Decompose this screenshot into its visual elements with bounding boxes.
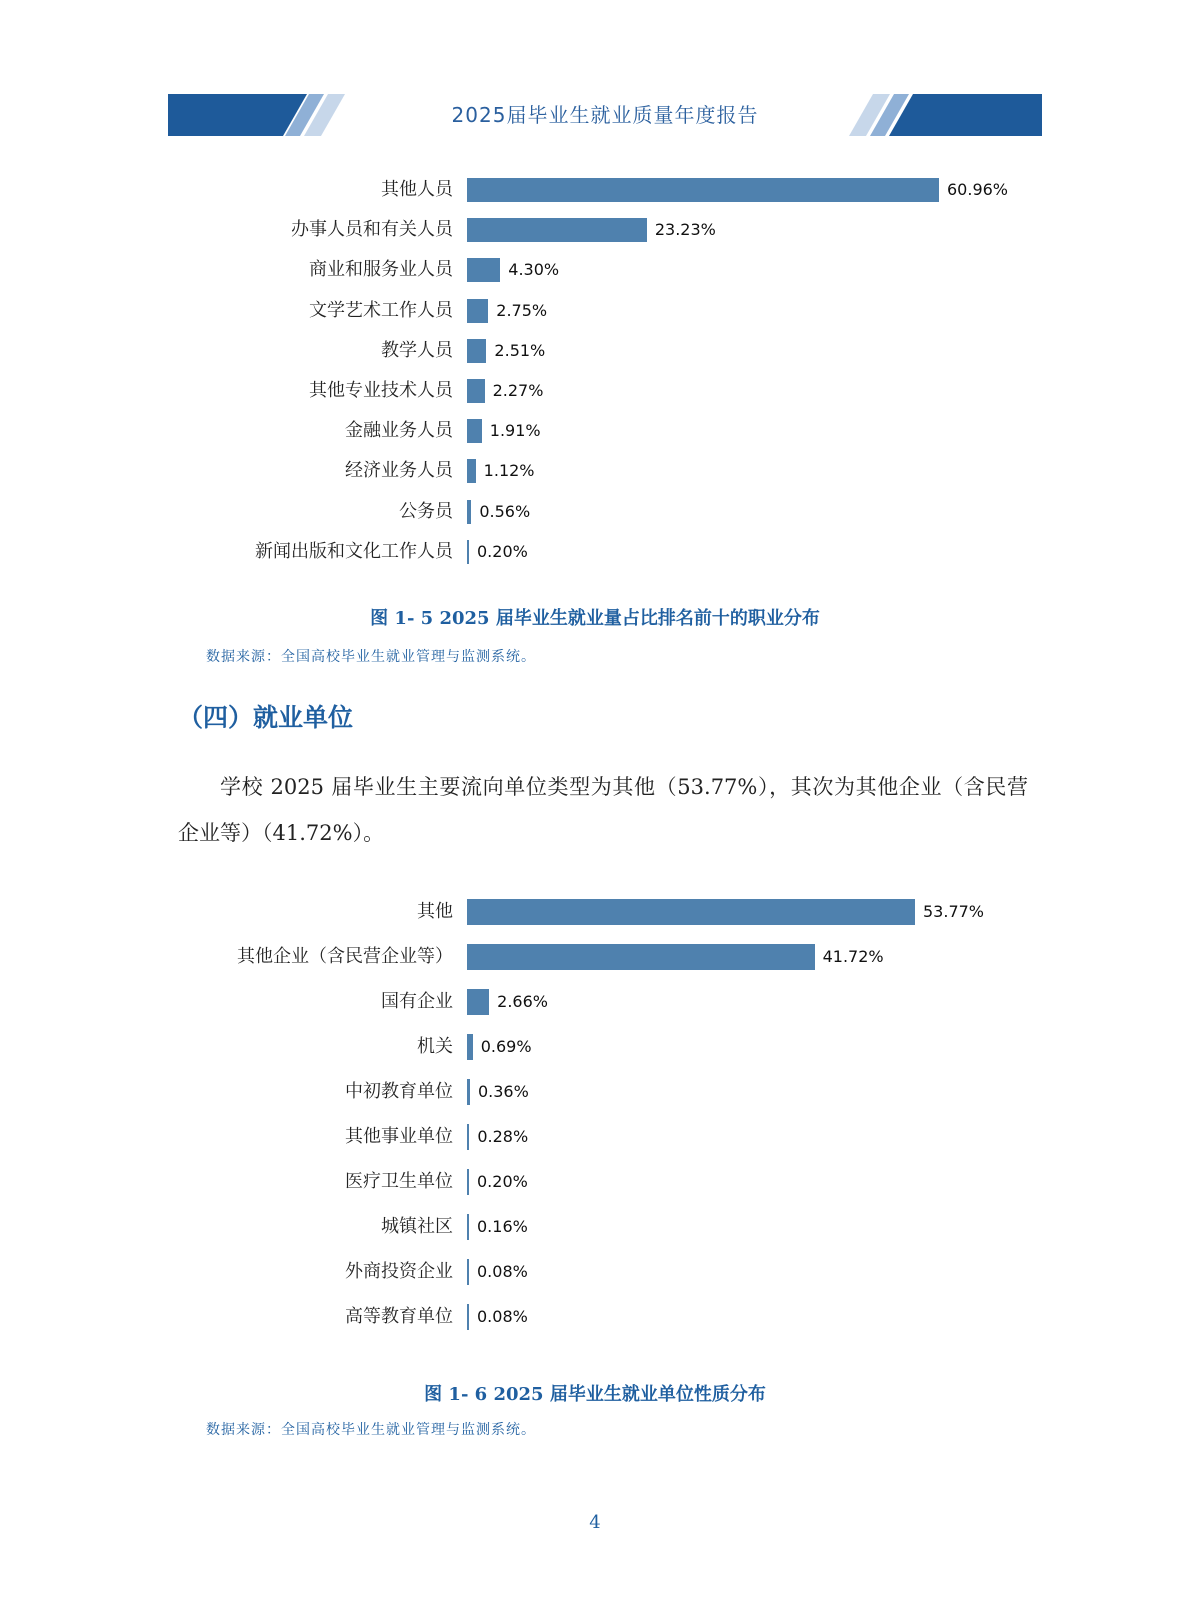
bar bbox=[467, 1034, 473, 1060]
value-label: 1.12% bbox=[483, 461, 535, 481]
bar bbox=[467, 899, 915, 925]
chart-row bbox=[0, 1257, 1190, 1287]
bar bbox=[467, 1214, 469, 1240]
value-label: 0.08% bbox=[477, 1262, 528, 1281]
value-label: 41.72% bbox=[822, 947, 884, 966]
category-label: 机关 bbox=[417, 1036, 453, 1057]
category-label: 商业和服务业人员 bbox=[309, 259, 453, 281]
category-label: 其他专业技术人员 bbox=[309, 380, 453, 401]
bar bbox=[467, 1259, 469, 1285]
category-label: 办事人员和有关人员 bbox=[291, 219, 453, 241]
chart-row bbox=[0, 336, 1190, 366]
figure-1-5-caption: 图 1- 5 2025 届毕业生就业量占比排名前十的职业分布 bbox=[370, 608, 820, 629]
bar bbox=[467, 459, 476, 483]
chart-row bbox=[0, 987, 1190, 1017]
bar bbox=[467, 178, 939, 202]
bar bbox=[467, 1124, 469, 1150]
value-label: 60.96% bbox=[947, 180, 1009, 199]
value-label: 4.30% bbox=[508, 260, 560, 280]
value-label: 0.20% bbox=[477, 1172, 528, 1191]
bar bbox=[467, 258, 500, 282]
value-label: 0.69% bbox=[480, 1037, 532, 1056]
bar bbox=[467, 1079, 470, 1105]
chart-row bbox=[0, 1167, 1190, 1197]
category-label: 国有企业 bbox=[381, 991, 453, 1012]
figure-1-5-source: 数据来源：全国高校毕业生就业管理与监测系统。 bbox=[206, 649, 536, 665]
value-label: 0.08% bbox=[477, 1307, 528, 1326]
chart-row bbox=[0, 416, 1190, 446]
page-number: 4 bbox=[589, 1512, 601, 1533]
category-label: 其他 bbox=[417, 901, 453, 922]
category-label: 经济业务人员 bbox=[345, 460, 453, 482]
category-label: 外商投资企业 bbox=[345, 1261, 453, 1282]
chart-row bbox=[0, 1077, 1190, 1107]
category-label: 其他人员 bbox=[381, 179, 453, 200]
chart-row bbox=[0, 215, 1190, 245]
value-label: 2.75% bbox=[496, 300, 548, 320]
category-label: 教学人员 bbox=[381, 339, 453, 361]
report-title: 2025届毕业生就业质量年度报告 bbox=[451, 103, 759, 127]
chart-row bbox=[0, 1302, 1190, 1332]
category-label: 中初教育单位 bbox=[345, 1081, 453, 1102]
chart-row bbox=[0, 296, 1190, 326]
category-label: 城镇社区 bbox=[381, 1216, 453, 1237]
value-label: 0.56% bbox=[479, 501, 531, 521]
value-label: 23.23% bbox=[654, 220, 716, 240]
chart-row bbox=[0, 497, 1190, 527]
value-label: 1.91% bbox=[489, 421, 541, 441]
category-label: 新闻出版和文化工作人员 bbox=[255, 540, 453, 562]
value-label: 0.36% bbox=[477, 1082, 529, 1101]
report-header bbox=[168, 94, 1042, 136]
bar bbox=[467, 339, 486, 363]
chart-row bbox=[0, 175, 1190, 205]
value-label: 53.77% bbox=[923, 902, 985, 921]
category-label: 其他企业（含民营企业等） bbox=[237, 946, 453, 967]
bar bbox=[467, 1169, 469, 1195]
category-label: 高等教育单位 bbox=[345, 1306, 453, 1327]
bar bbox=[467, 944, 815, 970]
chart-row bbox=[0, 1212, 1190, 1242]
chart-row bbox=[0, 942, 1190, 972]
category-label: 公务员 bbox=[399, 500, 453, 522]
bar bbox=[467, 419, 482, 443]
bar bbox=[467, 299, 488, 323]
chart-row bbox=[0, 376, 1190, 406]
chart-row bbox=[0, 897, 1190, 927]
figure-1-6-caption: 图 1- 6 2025 届毕业生就业单位性质分布 bbox=[424, 1384, 766, 1405]
value-label: 2.27% bbox=[492, 381, 544, 400]
bar bbox=[467, 379, 485, 403]
bar bbox=[467, 989, 489, 1015]
category-label: 金融业务人员 bbox=[345, 420, 453, 442]
value-label: 0.20% bbox=[477, 541, 528, 561]
bar bbox=[467, 500, 471, 524]
value-label: 0.16% bbox=[477, 1217, 528, 1236]
chart-row bbox=[0, 255, 1190, 285]
category-label: 医疗卫生单位 bbox=[345, 1171, 453, 1192]
section-heading: （四）就业单位 bbox=[178, 703, 354, 732]
bar bbox=[467, 540, 469, 564]
value-label: 2.66% bbox=[497, 992, 548, 1011]
chart-row bbox=[0, 1122, 1190, 1152]
chart-row bbox=[0, 537, 1190, 567]
category-label: 文学艺术工作人员 bbox=[309, 299, 453, 321]
value-label: 0.28% bbox=[477, 1127, 529, 1146]
body-paragraph: 学校 2025 届毕业生主要流向单位类型为其他（53.77%），其次为其他企业（含民营企业等）（41.72%）。 bbox=[178, 775, 1028, 845]
value-label: 2.51% bbox=[494, 340, 546, 360]
chart-row bbox=[0, 456, 1190, 486]
bar bbox=[467, 218, 647, 242]
chart-row bbox=[0, 1032, 1190, 1062]
category-label: 其他事业单位 bbox=[345, 1126, 453, 1147]
bar bbox=[467, 1304, 469, 1330]
figure-1-6-source: 数据来源：全国高校毕业生就业管理与监测系统。 bbox=[206, 1422, 536, 1438]
